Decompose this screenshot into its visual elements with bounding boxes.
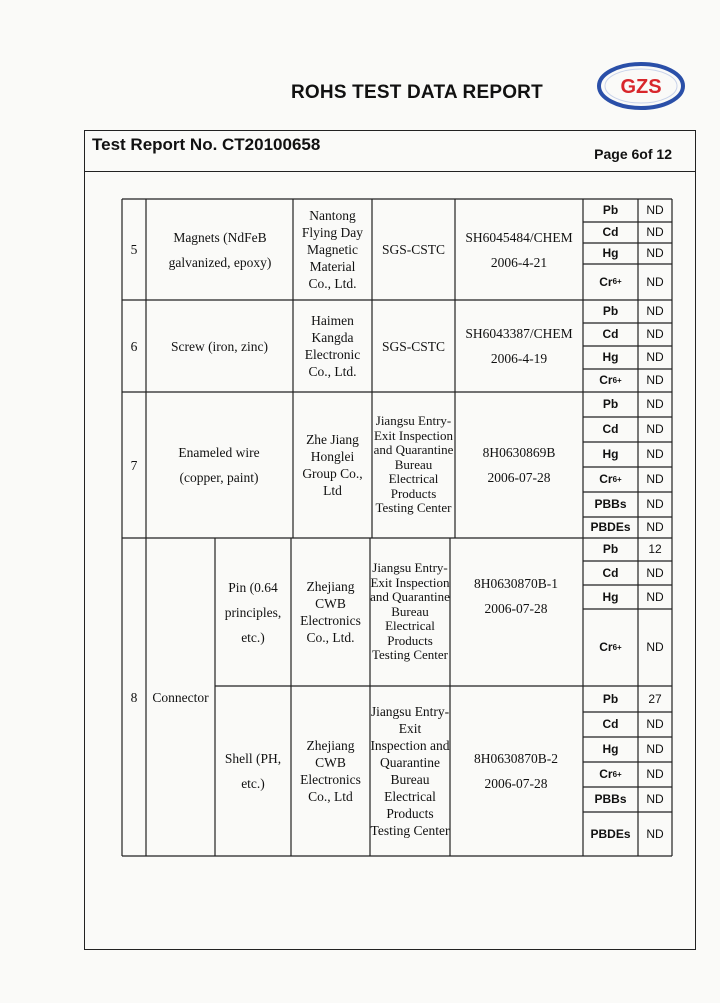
row-8-pin-part: Pin (0.64 principles, etc.) (224, 579, 282, 645)
row-7-result: ND (646, 497, 664, 511)
report-number: Test Report No. CT20100658 (92, 135, 321, 154)
row-7-element: Cd (602, 422, 619, 436)
row-6-result: ND (646, 304, 664, 318)
row-5-no: 5 (130, 242, 138, 257)
row-8-shell-supplier: Zhejiang CWB Electronics Co., Ltd (300, 738, 361, 804)
row-8-shell-result: ND (646, 742, 664, 756)
row-8-shell-lab: Jiangsu Entry-Exit Inspection and Quarantine Bureau Electrical Products Testing Center (370, 704, 450, 838)
row-8-shell-part: Shell (PH, etc.) (224, 751, 282, 791)
row-7-element: Hg (602, 447, 619, 461)
row-8-shell-result: ND (646, 767, 664, 781)
row-7-element: PBDEs (590, 520, 631, 534)
row-8-pin-element: Pb (602, 542, 619, 556)
row-6-material: Screw (iron, zinc) (170, 338, 269, 354)
row-5-result: ND (646, 225, 664, 239)
row-6-report: SH6043387/CHEM 2006-4-19 (465, 326, 573, 366)
row-8-shell-result: ND (646, 792, 664, 806)
row-5-result: ND (646, 203, 664, 217)
row-8-shell-report: 8H0630870B-2 2006-07-28 (474, 751, 558, 791)
row-6-result: ND (646, 373, 664, 387)
row-5-report: SH6045484/CHEM 2006-4-21 (465, 229, 573, 270)
row-6-element: Cd (602, 327, 619, 341)
row-7-element: Cr 6+ (599, 472, 622, 486)
row-8-pin-element: Cd (602, 565, 619, 580)
report-title: ROHS TEST DATA REPORT (291, 82, 543, 103)
row-8-pin-element: Cr 6+ (599, 640, 622, 654)
row-8-pin-result: 12 (648, 542, 662, 556)
row-8-shell-result: ND (646, 826, 664, 841)
logo-text: GZS (620, 76, 662, 98)
row-8-shell-element: Hg (602, 742, 619, 756)
row-8-pin-result: ND (646, 640, 664, 654)
row-5-result: ND (646, 246, 664, 260)
row-6-element: Hg (602, 350, 619, 364)
row-6-element: Pb (602, 304, 619, 318)
row-6-supplier: Haimen Kangda Electronic Co., Ltd. (304, 313, 361, 379)
row-7-no: 7 (130, 457, 138, 473)
row-6-element: Cr 6+ (599, 373, 622, 387)
row-7-supplier: Zhe Jiang Honglei Group Co., Ltd (302, 432, 363, 498)
row-8-material: Connector (152, 689, 209, 705)
row-5-element: Cr 6+ (599, 274, 622, 289)
row-5-lab: SGS-CSTC (381, 242, 446, 257)
row-8-shell-element: PBBs (594, 792, 627, 806)
row-8-pin-lab: Jiangsu Entry-Exit Inspection and Quarantine Bureau Electrical Products Testing Center (370, 560, 450, 663)
row-8-shell-element: Pb (602, 691, 619, 706)
row-8-shell-element: Cr 6+ (599, 767, 622, 781)
row-6-no: 6 (130, 338, 138, 354)
row-7-lab: Jiangsu Entry-Exit Inspection and Quarantine Bureau Electrical Products Testing Center (373, 413, 454, 516)
page-number: Page 6of 12 (594, 146, 672, 162)
row-8-no: 8 (130, 689, 138, 705)
row-5-material: Magnets (NdFeB galvanized, epoxy) (168, 229, 272, 270)
row-5-element: Cd (602, 225, 619, 239)
row-8-pin-result: ND (646, 589, 664, 604)
row-8-pin-result: ND (646, 565, 664, 580)
row-5-result: ND (646, 274, 664, 289)
row-6-lab: SGS-CSTC (381, 338, 446, 354)
row-7-report: 8H0630869B 2006-07-28 (482, 445, 556, 485)
row-7-result: ND (646, 422, 664, 436)
row-7-element: PBBs (594, 497, 627, 511)
row-5-element: Pb (602, 203, 619, 217)
row-6-result: ND (646, 327, 664, 341)
row-8-shell-element: Cd (602, 717, 619, 731)
row-7-result: ND (646, 472, 664, 486)
row-8-shell-result: 27 (648, 691, 662, 706)
row-7-material: Enameled wire (copper, paint) (178, 445, 260, 485)
row-5-supplier: Nantong Flying Day Magnetic Material Co., Ltd. (301, 208, 364, 291)
row-6-result: ND (646, 350, 664, 364)
row-8-shell-result: ND (646, 717, 664, 731)
row-7-element: Pb (602, 397, 619, 411)
row-8-pin-supplier: Zhejiang CWB Electronics Co., Ltd. (300, 579, 361, 645)
row-7-result: ND (646, 447, 664, 461)
row-8-pin-report: 8H0630870B-1 2006-07-28 (474, 576, 558, 616)
row-7-result: ND (646, 520, 664, 534)
row-7-result: ND (646, 397, 664, 411)
row-8-shell-element: PBDEs (590, 826, 631, 841)
row-5-element: Hg (602, 246, 619, 260)
row-8-pin-element: Hg (602, 589, 619, 604)
